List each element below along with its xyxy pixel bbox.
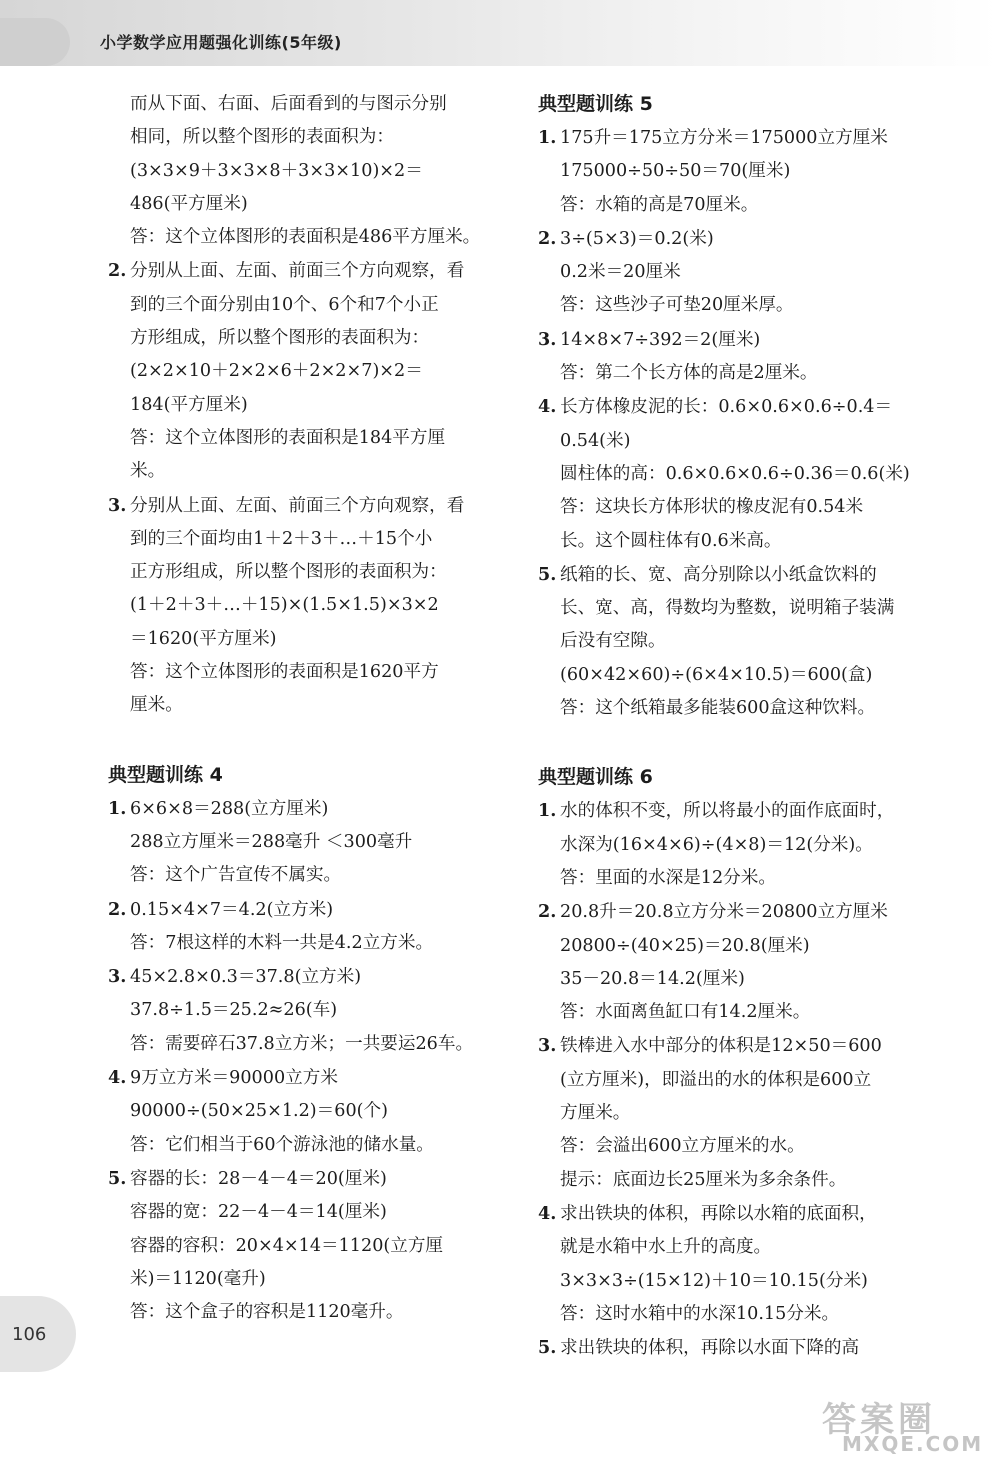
list-item bbox=[108, 489, 506, 523]
item-number: 1. bbox=[538, 127, 557, 148]
text-line: 方形组成，所以整个图形的表面积为： bbox=[130, 328, 430, 349]
item-number: 4. bbox=[538, 1202, 557, 1224]
list-item bbox=[538, 558, 938, 592]
list-item bbox=[538, 1331, 938, 1365]
text-line: 后没有空隙。 bbox=[560, 631, 666, 652]
text-line: 9万立方米＝90000立方米 bbox=[130, 1068, 338, 1089]
text-line: 求出铁块的体积，再除以水面下降的高 bbox=[560, 1338, 860, 1359]
text-line: 纸箱的长、宽、高分别除以小纸盒饮料的 bbox=[560, 564, 877, 585]
text-line: ＝1620(平方厘米) bbox=[130, 628, 277, 649]
list-item bbox=[538, 895, 938, 929]
item-number: 3. bbox=[108, 494, 127, 516]
list-item bbox=[108, 1061, 506, 1095]
item-number: 2. bbox=[108, 898, 127, 920]
text-line: 厘米。 bbox=[130, 695, 183, 716]
item-number: 2. bbox=[538, 227, 557, 249]
list-item bbox=[538, 1197, 938, 1231]
text-line: 分别从上面、左面、前面三个方向观察，看 bbox=[130, 495, 465, 516]
list-item bbox=[538, 222, 938, 256]
text-line: 175升＝175立方分米＝175000立方厘米 bbox=[560, 128, 888, 148]
text-line: 14×8×7÷392＝2(厘米) bbox=[560, 329, 761, 350]
text-line: 水的体积不变，所以将最小的面作底面时， bbox=[560, 801, 895, 822]
item-number: 1. bbox=[538, 800, 557, 822]
text-line: 分别从上面、左面、前面三个方向观察，看 bbox=[130, 261, 465, 282]
list-item bbox=[108, 960, 506, 994]
list-item bbox=[538, 1029, 938, 1063]
list-item bbox=[538, 323, 938, 357]
header-tab bbox=[0, 18, 70, 66]
text-line: 45×2.8×0.3＝37.8(立方米) bbox=[130, 967, 362, 988]
text-line: (2×2×10＋2×2×6＋2×2×7)×2＝ bbox=[130, 361, 423, 382]
text-line: 0.15×4×7＝4.2(立方米) bbox=[130, 899, 334, 920]
text-line: 长方体橡皮泥的长：0.6×0.6×0.6÷0.4＝ bbox=[560, 397, 893, 418]
text-line: 答：这个盒子的容积是1120毫升。 bbox=[130, 1302, 404, 1323]
item-number: 1. bbox=[108, 797, 127, 819]
text-line: (立方厘米)，即溢出的水的体积是600立 bbox=[560, 1069, 872, 1090]
text-line: 答：这时水箱中的水深10.15分米。 bbox=[560, 1303, 840, 1324]
book-title: 小学数学应用题强化训练(5年级) bbox=[100, 33, 342, 52]
watermark-text: 答案圈 bbox=[822, 1400, 936, 1440]
text-line: 米。 bbox=[130, 461, 166, 482]
list-item bbox=[108, 254, 506, 288]
text-line: 答：7根这样的木料一共是4.2立方米。 bbox=[130, 932, 434, 953]
text-line: 相同，所以整个图形的表面积为： bbox=[130, 127, 394, 148]
list-item bbox=[108, 1162, 506, 1196]
text-line: 35－20.8＝14.2(厘米) bbox=[560, 968, 745, 989]
text-line: 答：会溢出600立方厘米的水。 bbox=[560, 1136, 805, 1157]
text-line: 6×6×8＝288(立方厘米) bbox=[130, 798, 329, 819]
text-line: 答：水面离鱼缸口有14.2厘米。 bbox=[560, 1002, 811, 1023]
page-number: 106 bbox=[12, 1324, 47, 1345]
text-line: 288立方厘米＝288毫升 ＜300毫升 bbox=[130, 831, 413, 852]
text-line: 答：里面的水深是12分米。 bbox=[560, 867, 776, 888]
section-heading: 典型题训练 6 bbox=[538, 766, 653, 789]
text-line: 答：这个立体图形的表面积是486平方厘米。 bbox=[130, 227, 481, 248]
item-number: 3. bbox=[538, 328, 557, 350]
text-line: 184(平方厘米) bbox=[130, 394, 248, 415]
text-line: 答：这个立体图形的表面积是184平方厘 bbox=[130, 427, 446, 448]
text-line: 20800÷(40×25)＝20.8(厘米) bbox=[560, 935, 810, 956]
text-line: 容器的容积：20×4×14＝1120(立方厘 bbox=[130, 1235, 444, 1256]
text-line: 正方形组成，所以整个图形的表面积为： bbox=[130, 562, 447, 583]
text-line: 90000÷(50×25×1.2)＝60(个) bbox=[130, 1101, 388, 1122]
text-line: 175000÷50÷50＝70(厘米) bbox=[560, 161, 791, 182]
text-line: 答：这个纸箱最多能装600盒这种饮料。 bbox=[560, 698, 876, 719]
text-line: 37.8÷1.5＝25.2≈26(车) bbox=[130, 1000, 338, 1021]
section-heading: 典型题训练 5 bbox=[538, 93, 653, 115]
text-line: 答：这些沙子可垫20厘米厚。 bbox=[560, 295, 794, 316]
text-line: 答：这块长方体形状的橡皮泥有0.54米 bbox=[560, 497, 864, 518]
text-line: 容器的长：28－4－4＝20(厘米) bbox=[130, 1168, 387, 1189]
text-line: 0.2米＝20厘米 bbox=[560, 262, 681, 283]
text-line: 3×3×3÷(15×12)＋10＝10.15(分米) bbox=[560, 1270, 868, 1291]
text-line: 铁棒进入水中部分的体积是12×50＝600 bbox=[560, 1036, 882, 1057]
text-line: 米)＝1120(毫升) bbox=[130, 1268, 266, 1289]
list-item bbox=[538, 121, 938, 155]
text-line: 答：水箱的高是70厘米。 bbox=[560, 194, 759, 215]
text-line: 20.8升＝20.8立方分米＝20800立方厘米 bbox=[560, 902, 888, 923]
text-line: 答：这个立体图形的表面积是1620平方 bbox=[130, 662, 439, 683]
list-item bbox=[108, 792, 506, 826]
watermark-logo bbox=[762, 1392, 990, 1456]
text-line: 长。这个圆柱体有0.6米高。 bbox=[560, 530, 782, 551]
list-item bbox=[538, 390, 938, 424]
text-line: 求出铁块的体积，再除以水箱的底面积， bbox=[560, 1203, 877, 1224]
item-number: 2. bbox=[538, 901, 557, 923]
text-line: 容器的宽：22－4－4＝14(厘米) bbox=[130, 1202, 387, 1223]
right-column bbox=[538, 88, 938, 1365]
text-line: 答：第二个长方体的高是2厘米。 bbox=[560, 363, 818, 384]
text-line: 方厘米。 bbox=[560, 1103, 631, 1124]
text-line: 答：这个广告宣传不属实。 bbox=[130, 865, 342, 886]
text-line: 圆柱体的高：0.6×0.6×0.6÷0.36＝0.6(米) bbox=[560, 463, 910, 484]
list-item bbox=[108, 893, 506, 927]
item-number: 2. bbox=[108, 260, 127, 282]
text-line: 3÷(5×3)＝0.2(米) bbox=[560, 228, 714, 249]
text-line: 提示：底面边长25厘米为多余条件。 bbox=[560, 1169, 847, 1190]
item-number: 5. bbox=[538, 563, 557, 585]
text-line: (3×3×9＋3×3×8＋3×3×10)×2＝ bbox=[130, 160, 423, 181]
text-line: 而从下面、右面、后面看到的与图示分别 bbox=[130, 94, 447, 114]
text-line: (1＋2＋3＋…＋15)×(1.5×1.5)×3×2 bbox=[130, 595, 439, 616]
text-line: 到的三个面均由1＋2＋3＋…＋15个小 bbox=[130, 528, 433, 549]
left-column bbox=[108, 88, 506, 1329]
text-line: (60×42×60)÷(6×4×10.5)＝600(盒) bbox=[560, 664, 873, 685]
item-number: 5. bbox=[538, 1337, 557, 1359]
text-line: 长、宽、高，得数均为整数，说明箱子装满 bbox=[560, 598, 895, 619]
text-line: 486(平方厘米) bbox=[130, 193, 248, 214]
list-item bbox=[538, 794, 938, 828]
item-number: 4. bbox=[538, 396, 557, 418]
item-number: 5. bbox=[108, 1167, 127, 1189]
text-line: 就是水箱中水上升的高度。 bbox=[560, 1237, 772, 1258]
watermark-url: MXQE.COM bbox=[842, 1432, 984, 1456]
section-heading: 典型题训练 4 bbox=[108, 763, 223, 786]
text-line: 水深为(16×4×6)÷(4×8)＝12(分米)。 bbox=[560, 834, 873, 855]
text-line: 0.54(米) bbox=[560, 430, 631, 451]
text-line: 答：它们相当于60个游泳池的储水量。 bbox=[130, 1134, 434, 1155]
text-line: 到的三个面分别由10个、6个和7个小正 bbox=[130, 294, 439, 315]
item-number: 3. bbox=[108, 966, 127, 988]
item-number: 4. bbox=[108, 1067, 127, 1089]
text-line: 答：需要碎石37.8立方米；一共要运26车。 bbox=[130, 1033, 474, 1054]
item-number: 3. bbox=[538, 1035, 557, 1057]
